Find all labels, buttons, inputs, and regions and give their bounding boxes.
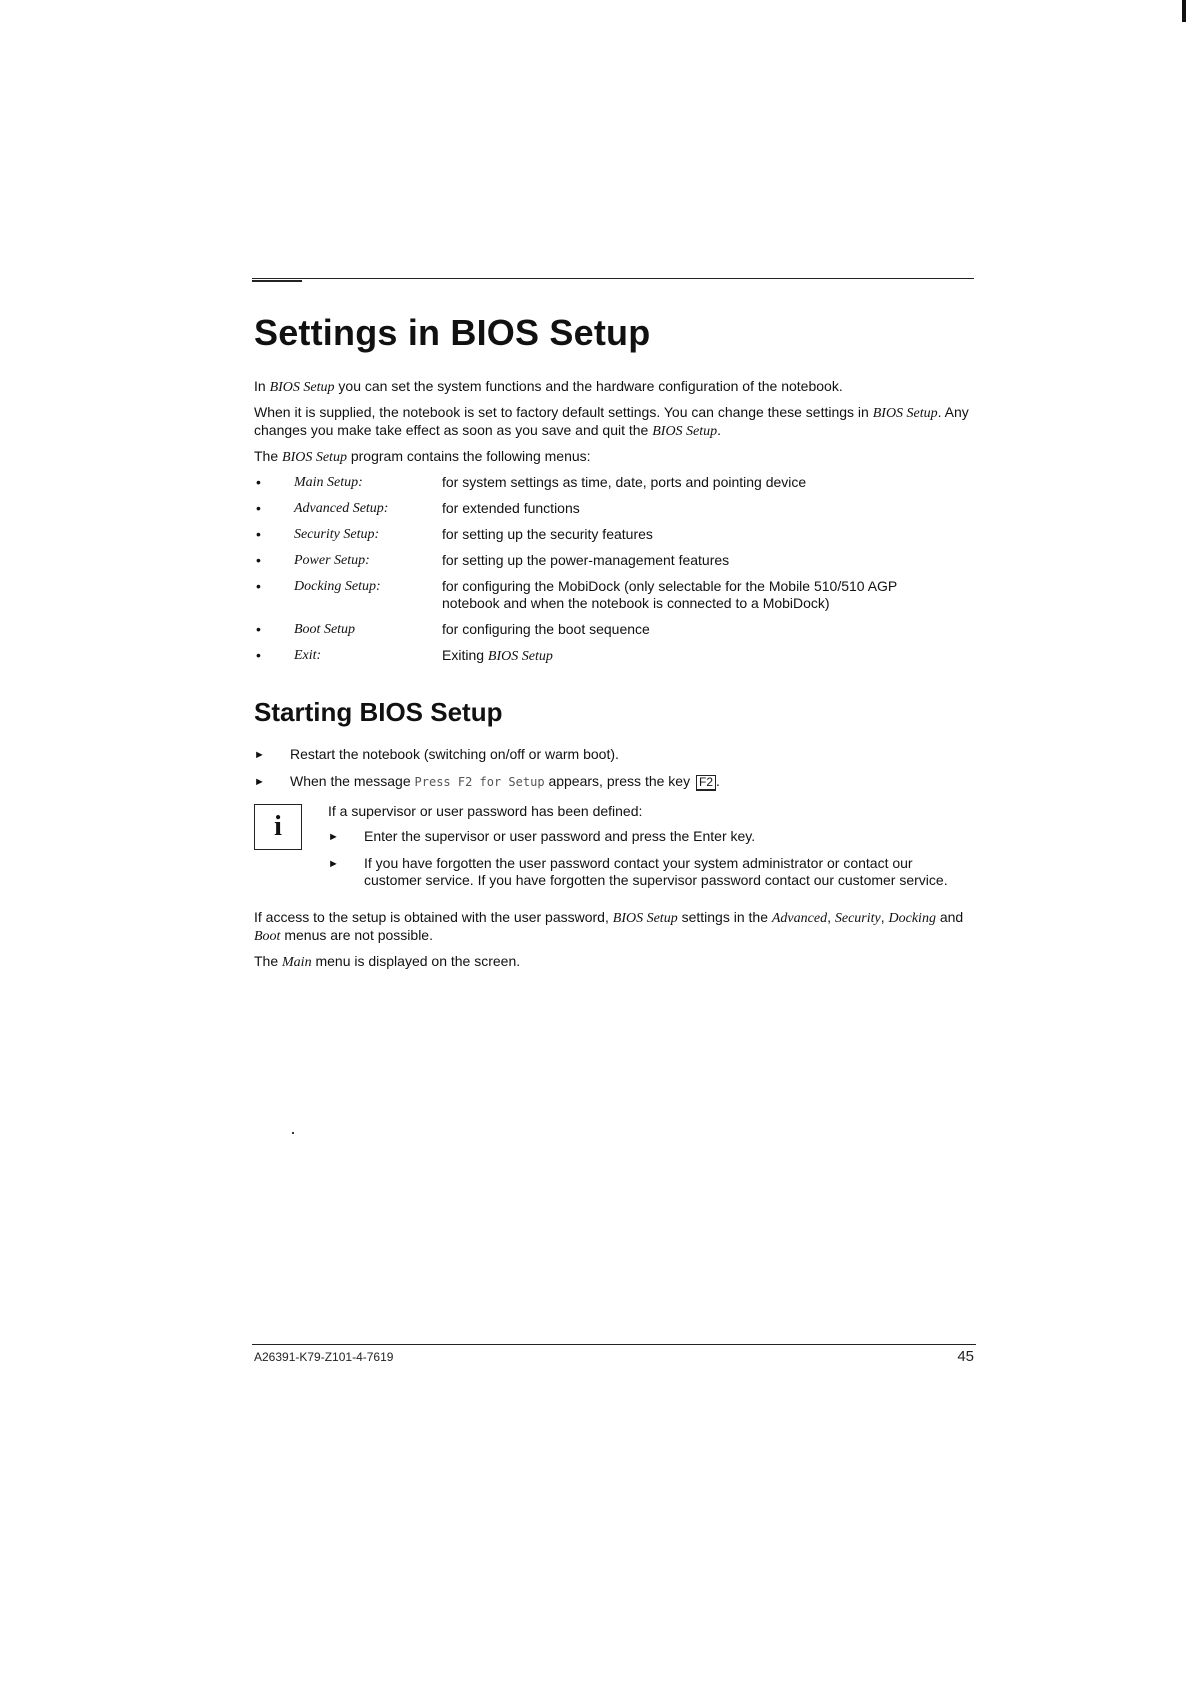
menu-description: for configuring the MobiDock (only selectable for the Mobile 510/510 AGP notebook and when the notebook is connected to a MobiDock) — [442, 578, 897, 611]
screen-message: Press F2 for Setup — [414, 775, 545, 789]
access-text-3: and — [939, 909, 964, 925]
access-italic-5: Boot — [254, 929, 281, 944]
header-rule — [252, 278, 974, 279]
list-item — [254, 621, 974, 638]
bullet-icon: • — [256, 526, 261, 542]
program-text-1: The — [254, 448, 279, 464]
menu-name: Boot Setup — [294, 622, 356, 637]
section-title: Starting BIOS Setup — [254, 697, 503, 727]
factory-text-3: . — [717, 422, 722, 438]
menu-name: Main Setup: — [294, 475, 363, 490]
bullet-icon: • — [256, 578, 261, 594]
list-item — [254, 474, 974, 491]
list-item — [254, 500, 974, 517]
intro-italic: BIOS Setup — [269, 380, 335, 395]
access-comma-2: , — [880, 909, 885, 925]
step-text — [290, 773, 720, 791]
step-item — [254, 746, 974, 764]
note-steps — [328, 828, 974, 889]
access-comma-1: , — [827, 909, 831, 925]
main-menu-paragraph — [254, 953, 974, 971]
menu-description: for configuring the boot sequence — [442, 621, 650, 637]
scan-edge-mark — [1182, 0, 1186, 22]
bullet-icon: • — [256, 552, 261, 568]
page-title: Settings in BIOS Setup — [254, 312, 651, 353]
arrow-icon: ► — [328, 831, 339, 843]
step-text: Restart the notebook (switching on/off or warm boot). — [290, 746, 619, 762]
scan-dot — [292, 1132, 294, 1134]
page-content — [254, 312, 974, 979]
menu-description: for setting up the security features — [442, 526, 653, 542]
main-italic: Main — [282, 955, 312, 970]
access-italic-4: Docking — [888, 911, 936, 926]
factory-text-1: When it is supplied, the notebook is set to factory default settings. You can change these settings in — [254, 404, 869, 420]
note-step-text: Enter the supervisor or user password and press the Enter key. — [364, 828, 756, 844]
document-code: A26391-K79-Z101-4-7619 — [254, 1350, 394, 1364]
menu-name: Exit: — [294, 648, 322, 663]
menu-description — [442, 647, 912, 665]
bullet-icon: • — [256, 474, 261, 490]
access-text-2: settings in the — [681, 909, 768, 925]
main-text-2: menu is displayed on the screen. — [315, 953, 521, 969]
menu-name: Security Setup: — [294, 527, 380, 542]
arrow-icon: ► — [254, 749, 265, 761]
info-note — [254, 803, 974, 889]
list-item — [254, 552, 974, 569]
page-number: 45 — [957, 1348, 974, 1365]
step-text-suffix: . — [716, 773, 720, 789]
arrow-icon: ► — [328, 858, 339, 870]
intro-paragraph — [254, 378, 974, 396]
note-step — [328, 828, 974, 846]
menu-description: for extended functions — [442, 500, 580, 516]
program-italic: BIOS Setup — [282, 450, 347, 465]
list-item — [254, 526, 974, 543]
step-item — [254, 773, 974, 791]
start-steps — [254, 746, 974, 791]
factory-italic-1: BIOS Setup — [872, 406, 938, 421]
bullet-icon: • — [256, 647, 261, 663]
step-text-mid: appears, press the key — [548, 773, 691, 789]
menu-description-text: Exiting — [442, 647, 485, 663]
factory-paragraph — [254, 404, 974, 440]
menu-description-italic: BIOS Setup — [487, 649, 553, 664]
access-text-1: If access to the setup is obtained with the user password, — [254, 909, 609, 925]
list-item — [254, 647, 974, 665]
menu-name: Power Setup: — [294, 553, 370, 568]
note-step — [328, 855, 974, 889]
intro-text: In — [254, 378, 266, 394]
step-text-prefix: When the message — [290, 773, 411, 789]
arrow-icon: ► — [254, 776, 265, 788]
menu-description: for system settings as time, date, ports and pointing device — [442, 474, 807, 490]
program-text-2: program contains the following menus: — [350, 448, 591, 464]
access-italic-1: BIOS Setup — [612, 911, 678, 926]
access-italic-3: Security — [834, 911, 881, 926]
menu-name: Docking Setup: — [294, 579, 381, 594]
program-paragraph — [254, 448, 974, 466]
note-step-text: If you have forgotten the user password contact your system administrator or contact our customer service. If you have forgotten the supervisor password contact our customer service. — [364, 855, 948, 888]
menu-name: Advanced Setup: — [294, 501, 389, 516]
menu-description: for setting up the power-management features — [442, 552, 730, 568]
footer-rule — [252, 1344, 976, 1345]
main-text-1: The — [254, 953, 279, 969]
note-intro: If a supervisor or user password has been defined: — [328, 803, 643, 819]
intro-text-2: you can set the system functions and the hardware configuration of the notebook. — [338, 378, 843, 394]
access-italic-2: Advanced — [771, 911, 828, 926]
access-text-4: menus are not possible. — [284, 927, 433, 943]
list-item — [254, 578, 974, 612]
factory-text-2: . Any changes you make take effect as soon as you save and quit the — [254, 404, 969, 438]
header-rule-stub — [252, 280, 302, 282]
f2-key: F2 — [696, 775, 716, 791]
bullet-icon: • — [256, 500, 261, 516]
menu-list — [254, 474, 974, 665]
access-paragraph — [254, 909, 974, 945]
bullet-icon: • — [256, 621, 261, 637]
factory-italic-2: BIOS Setup — [652, 424, 718, 439]
info-icon: i — [254, 804, 302, 850]
